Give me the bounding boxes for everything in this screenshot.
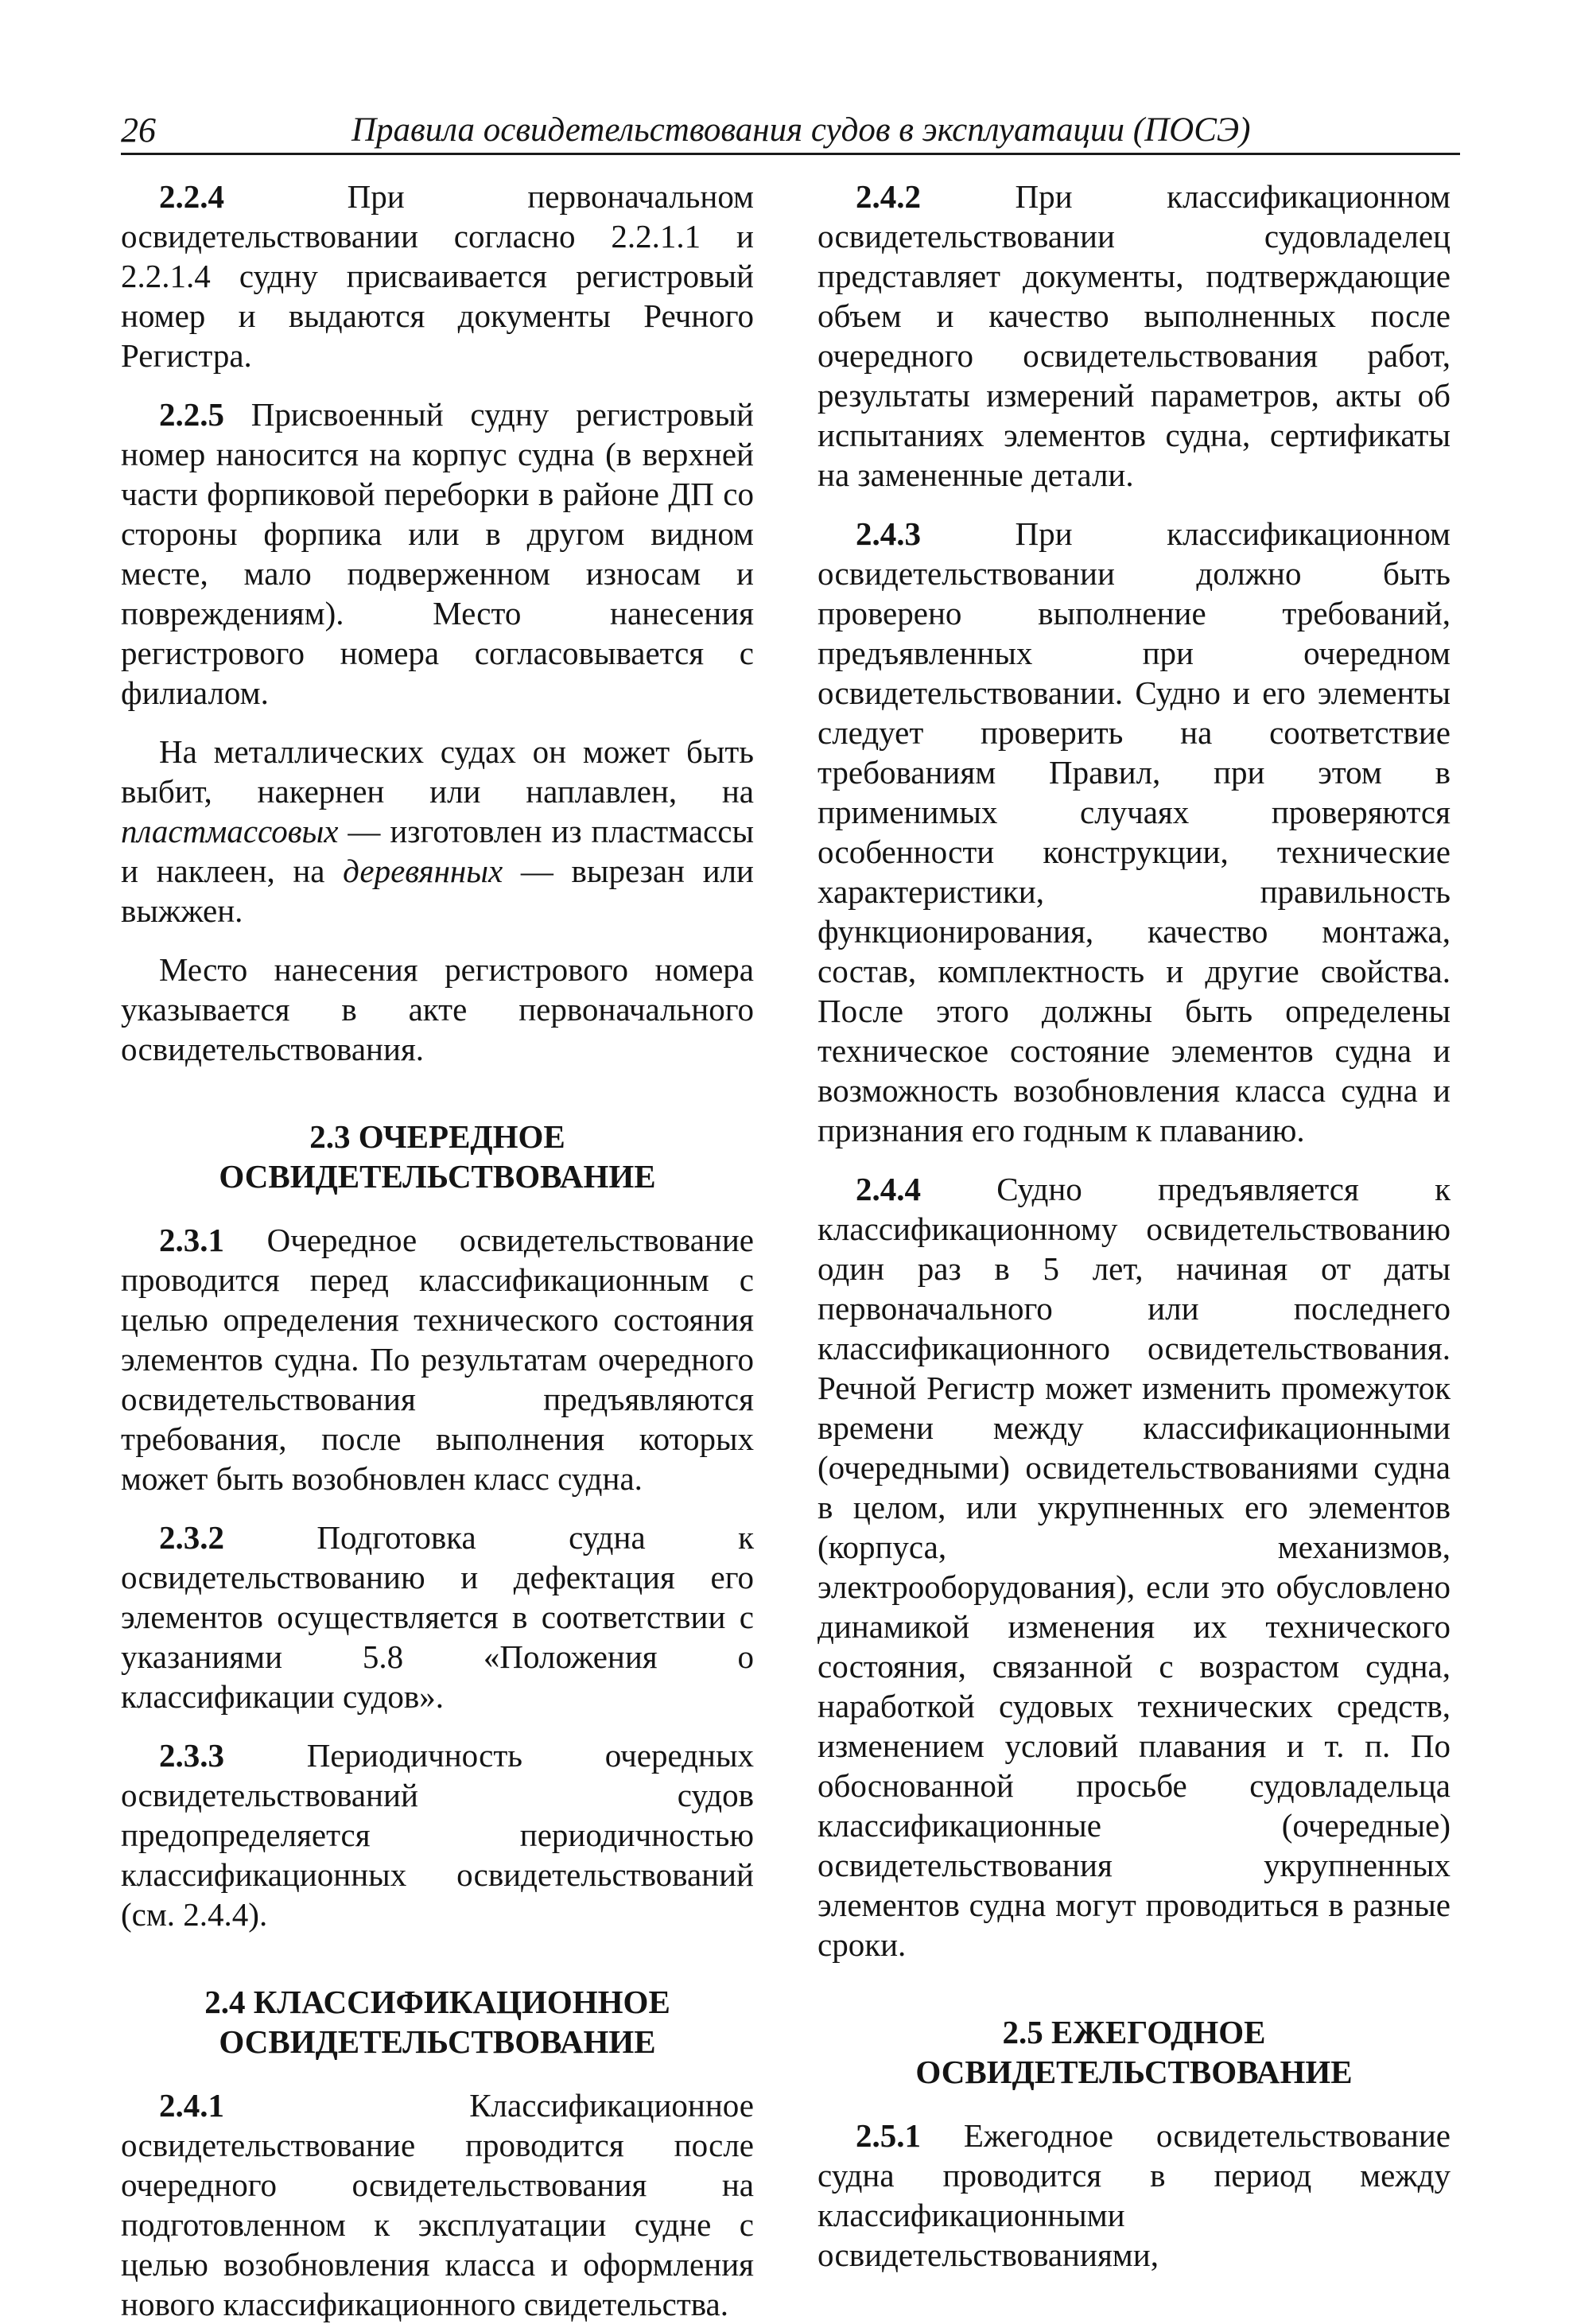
- paragraph-number-place: Место нанесения регистрового номера указывается в акте первоначального освидетельствования.: [121, 951, 754, 1067]
- clause-number: 2.4.4: [856, 1171, 921, 1207]
- paragraph-2-4-4: [818, 1169, 1451, 1965]
- clause-number: 2.3.1: [159, 1222, 224, 1258]
- clause-number: 2.2.4: [159, 178, 224, 215]
- clause-number: 2.4.1: [159, 2087, 224, 2124]
- paragraph-metal-hulls: [121, 732, 754, 931]
- italic-term: деревянных: [343, 853, 503, 889]
- left-column: [121, 177, 754, 2324]
- paragraph-2-2-4: [121, 177, 754, 375]
- clause-number: 2.3.3: [159, 1737, 224, 1774]
- paragraph-2-4-1: [121, 2085, 754, 2324]
- clause-number: 2.5.1: [856, 2117, 921, 2154]
- clause-text: Классификационное освидетельствование проводится после очередного освидетельствования на подготовленном к эксплуатации судне с целью возобновления класса и оформления нового классификационного свидетельства.: [121, 2087, 754, 2322]
- heading-line: 2.4 КЛАССИФИКАЦИОННОЕ: [204, 1984, 670, 2020]
- text-run: На металлических судах он может быть выбит, накернен или наплавлен, на: [121, 733, 754, 810]
- clause-text: Присвоенный судну регистровый номер наносится на корпус судна (в верхней части форпиковой переборки в районе ДП со стороны форпика или в другом видном месте, мало подверженном износам и повреждениям). Место нанесения регистрового номера согласовывается с филиалом.: [121, 396, 754, 711]
- paragraph-2-2-5: [121, 394, 754, 713]
- heading-line: ОСВИДЕТЕЛЬСТВОВАНИЕ: [219, 2023, 656, 2060]
- paragraph-2-4-2: [818, 177, 1451, 495]
- text-run: — вырезан или выжжен.: [121, 853, 754, 929]
- running-title: Правила освидетельствования судов в эксплуатации (ПОСЭ): [351, 111, 1251, 149]
- clause-number: 2.4.3: [856, 515, 921, 552]
- italic-term: пластмассовых: [121, 813, 339, 849]
- section-heading-2-3: [121, 1117, 754, 1196]
- page-number: 26: [121, 111, 156, 150]
- clause-text: Очередное освидетельствование проводится перед классификационным с целью определения технического состояния элементов судна. По результатам очередного освидетельствования предъявляются требования, после выполнения которых может быть возобновлен класс судна.: [121, 1222, 754, 1497]
- right-column: [818, 177, 1451, 2275]
- paragraph-2-3-3: [121, 1735, 754, 1934]
- clause-number: 2.4.2: [856, 178, 921, 215]
- section-heading-2-4: [121, 1982, 754, 2062]
- clause-text: При классификационном освидетельствовании судовладелец представляет документы, подтверждающие объем и качество выполненных после очередного освидетельствования работ, результаты измерений параметров, акты об испытаниях элементов судна, сертификаты на замененные детали.: [818, 178, 1451, 493]
- heading-line: 2.5 ЕЖЕГОДНОЕ: [1002, 2014, 1266, 2050]
- section-heading-2-5: [818, 2012, 1451, 2092]
- heading-line: 2.3 ОЧЕРЕДНОЕ: [309, 1118, 565, 1155]
- clause-number: 2.3.2: [159, 1519, 224, 1556]
- heading-line: ОСВИДЕТЕЛЬСТВОВАНИЕ: [915, 2054, 1353, 2090]
- paragraph-2-5-1: [818, 2116, 1451, 2275]
- clause-text: Периодичность очередных освидетельствований судов предопределяется периодичностью классификационных освидетельствований (см. 2.4.4).: [121, 1737, 754, 1933]
- clause-text: При классификационном освидетельствовании должно быть проверено выполнение требований, предъявленных при очередном освидетельствовании. Судно и его элементы следует проверить на соответствие требованиям Правил, при этом в применимых случаях проверяются особенности конструкции, технические характеристики, правильность функционирования, качество монтажа, состав, комплектность и другие свойства. После этого должны быть определены техническое состояние элементов судна и возможность возобновления класса судна и признания его годным к плаванию.: [818, 515, 1451, 1148]
- clause-number: 2.2.5: [159, 396, 224, 433]
- clause-text: При первоначальном освидетельствовании согласно 2.2.1.1 и 2.2.1.4 судну присваивается регистровый номер и выдаются документы Речного Регистра.: [121, 178, 754, 374]
- clause-text: Судно предъявляется к классификационному освидетельствованию один раз в 5 лет, начиная от даты первоначального или последнего классификационного освидетельствования. Речной Регистр может изменить промежуток времени между классификационными (очередными) освидетельствованиями судна в целом, или укрупненных его элементов (корпуса, механизмов, электрооборудования), если это обусловлено динамикой изменения их технического состояния, связанной с возрастом судна, наработкой судовых технических средств, изменением условий плавания и т. п. По обоснованной просьбе судовладельца классификационные (очередные) освидетельствования укрупненных элементов судна могут проводиться в разные сроки.: [818, 1171, 1451, 1963]
- paragraph-2-3-2: [121, 1518, 754, 1716]
- heading-line: ОСВИДЕТЕЛЬСТВОВАНИЕ: [219, 1158, 656, 1195]
- clause-text: Подготовка судна к освидетельствованию и дефектация его элементов осуществляется в соответствии с указаниями 5.8 «Положения о классификации судов».: [121, 1519, 754, 1715]
- clause-text: Ежегодное освидетельствование судна проводится в период между классификационными освидетельствованиями,: [818, 2117, 1451, 2273]
- page-header: [121, 108, 1460, 155]
- paragraph-2-3-1: [121, 1220, 754, 1498]
- text-run: — изготовлен из пластмассы и наклеен, на: [121, 813, 754, 889]
- paragraph-2-4-3: [818, 514, 1451, 1150]
